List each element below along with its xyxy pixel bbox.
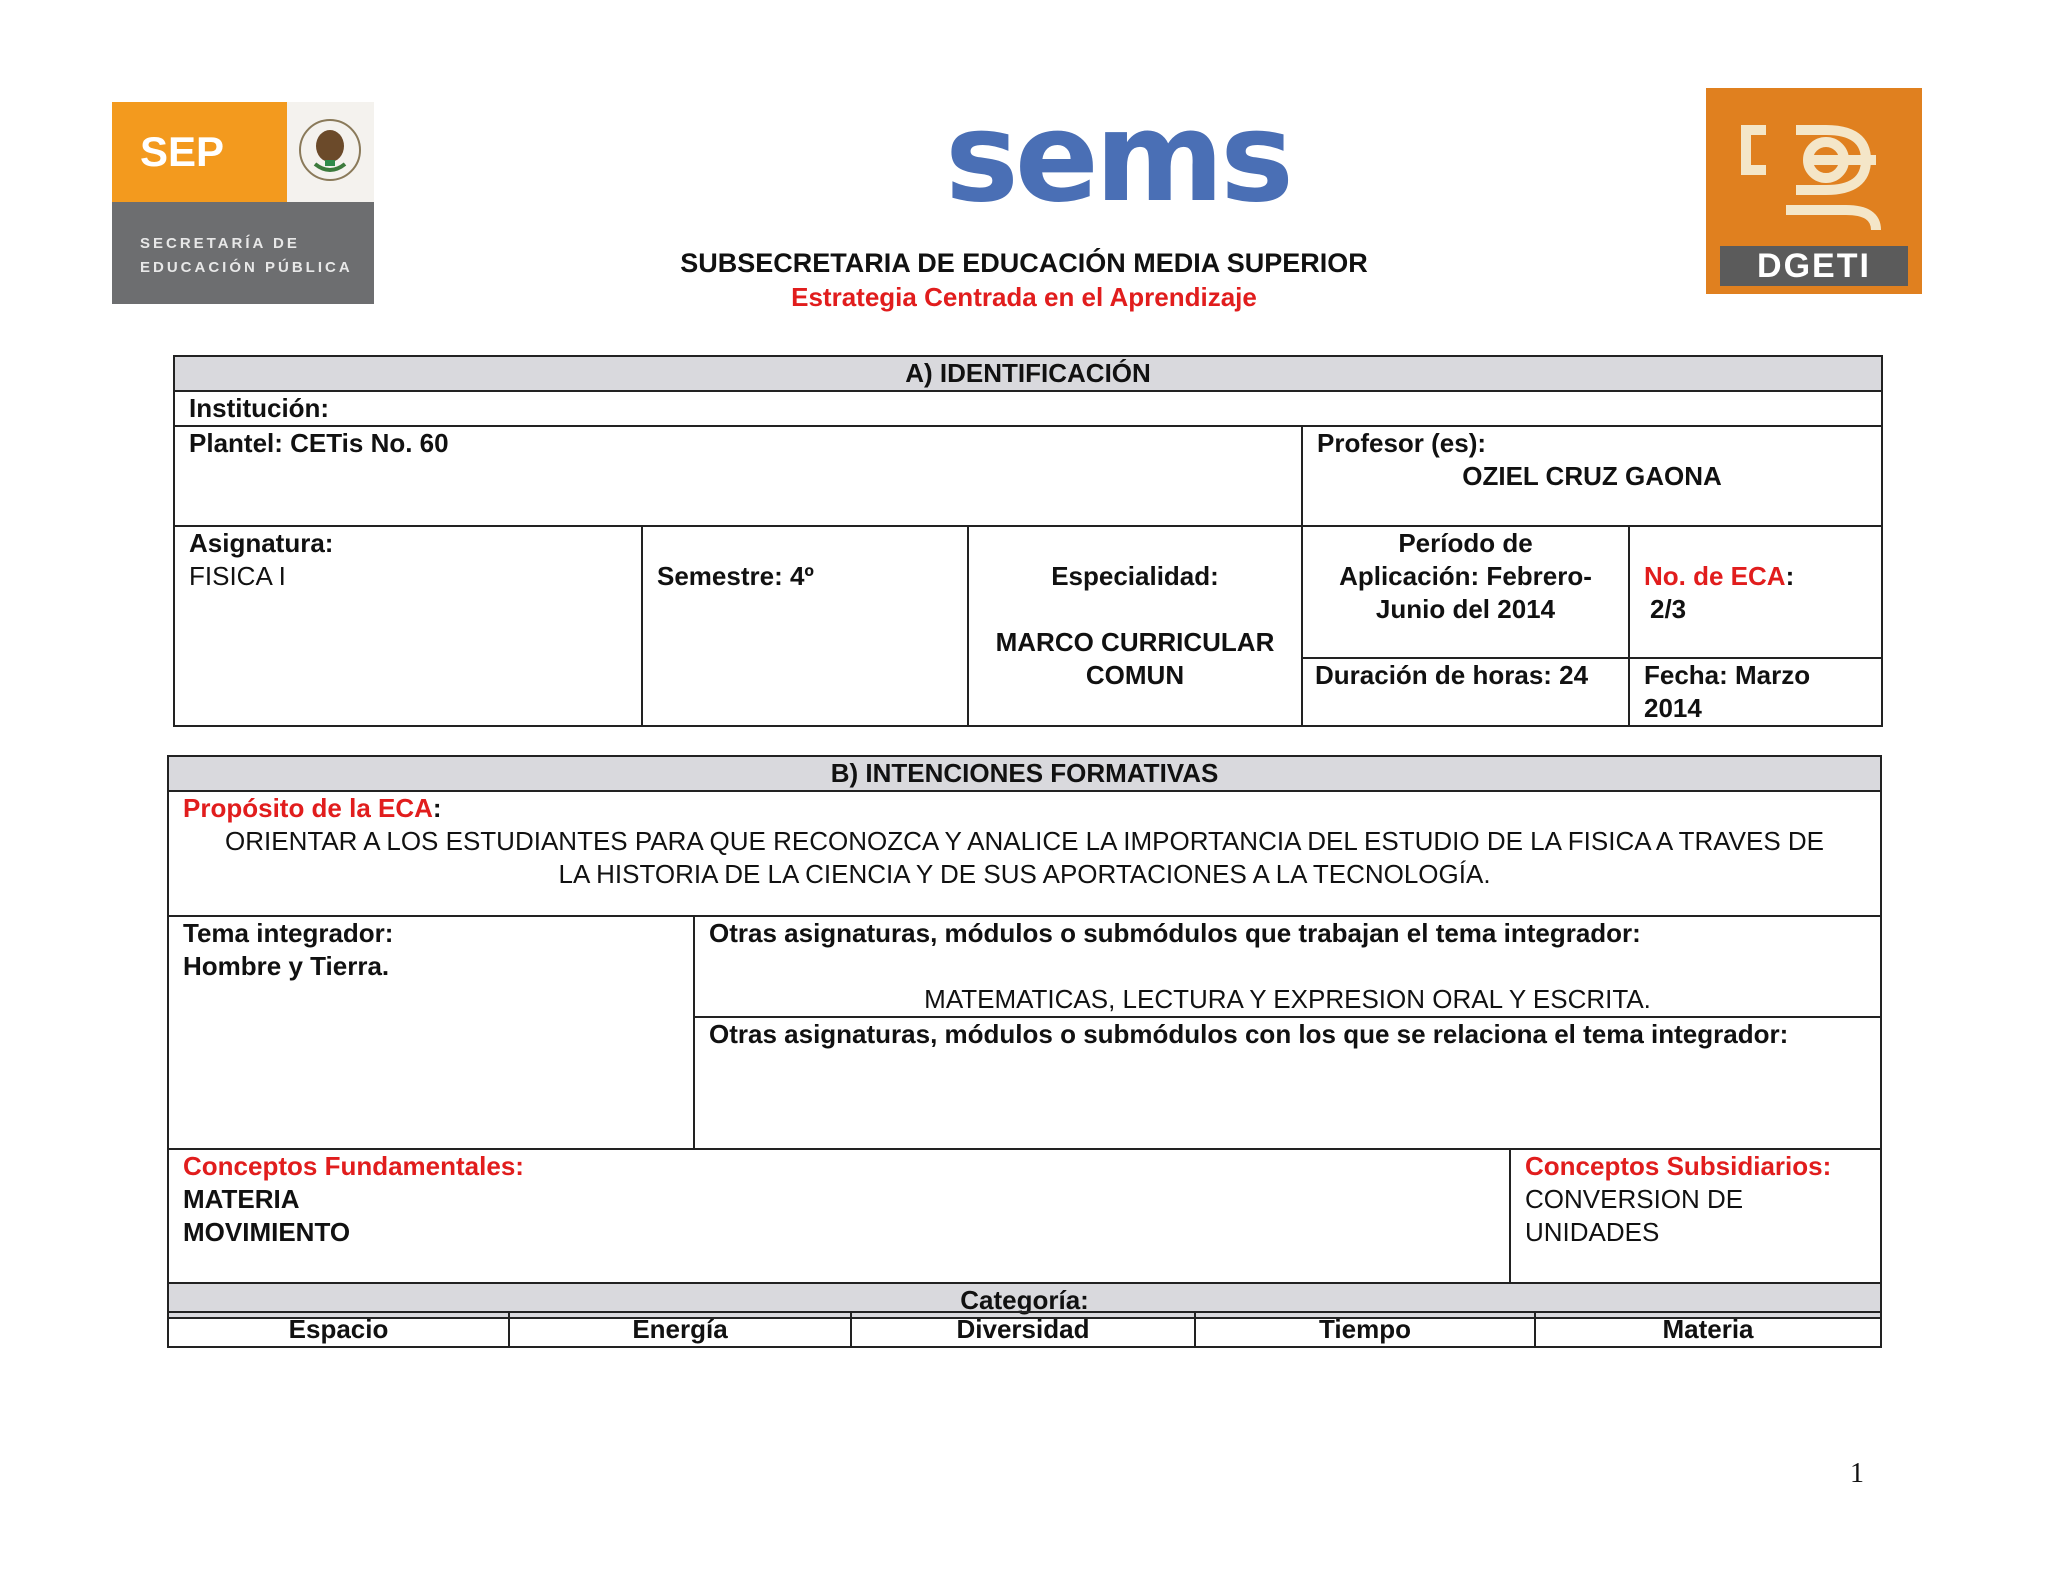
asignatura-label: Asignatura: bbox=[189, 528, 334, 558]
eca-cell bbox=[1629, 526, 1882, 658]
categoria-diversidad: Diversidad bbox=[851, 1312, 1195, 1347]
page-subtitle: Estrategia Centrada en el Aprendizaje bbox=[791, 282, 1257, 312]
categoria-tiempo: Tiempo bbox=[1195, 1312, 1535, 1347]
sep-sub-line2: EDUCACIÓN PÚBLICA bbox=[140, 259, 353, 276]
profesor-cell bbox=[1302, 426, 1882, 526]
tema-integrador-cell bbox=[168, 916, 694, 1149]
proposito-colon: : bbox=[432, 793, 442, 823]
categoria-heading: Categoría: bbox=[168, 1283, 1881, 1318]
proposito-cell bbox=[168, 791, 1881, 916]
especialidad-label: Especialidad: bbox=[1051, 561, 1219, 591]
fecha: Fecha: Marzo 2014 bbox=[1629, 658, 1882, 726]
conceptos-sub-label: Conceptos Subsidiarios: bbox=[1525, 1151, 1832, 1181]
especialidad-value: MARCO CURRICULAR COMUN bbox=[995, 627, 1275, 690]
profesor-value: OZIEL CRUZ GAONA bbox=[1462, 461, 1722, 491]
dgeti-emblem-icon bbox=[1726, 110, 1902, 240]
conceptos-fund-1: MATERIA bbox=[183, 1184, 300, 1214]
conceptos-sub-value: CONVERSION DE UNIDADES bbox=[1525, 1184, 1744, 1247]
periodo-aplicacion: Período de Aplicación: Febrero-Junio del 2014 bbox=[1302, 526, 1629, 658]
identificacion-table bbox=[173, 355, 1883, 727]
conceptos-fundamentales-cell bbox=[168, 1149, 1510, 1283]
otras-relaciona-label: Otras asignaturas, módulos o submódulos con los que se relaciona el tema integrador: bbox=[694, 1017, 1881, 1149]
mexico-seal-icon bbox=[287, 102, 374, 202]
especialidad-cell bbox=[968, 526, 1302, 726]
tema-value: Hombre y Tierra. bbox=[183, 951, 390, 981]
proposito-label: Propósito de la ECA bbox=[183, 793, 433, 823]
identificacion-heading: A) IDENTIFICACIÓN bbox=[174, 356, 1882, 391]
asignatura-cell bbox=[174, 526, 642, 726]
duracion-horas: Duración de horas: 24 bbox=[1302, 658, 1629, 726]
otras-trabajan-label: Otras asignaturas, módulos o submódulos que trabajan el tema integrador: bbox=[709, 918, 1641, 948]
otras-trabajan-value: MATEMATICAS, LECTURA Y EXPRESION ORAL Y ESCRITA. bbox=[924, 984, 1651, 1014]
eca-value: 2/3 bbox=[1650, 594, 1687, 624]
tema-label: Tema integrador: bbox=[183, 918, 394, 948]
profesor-label: Profesor (es): bbox=[1317, 428, 1487, 458]
proposito-value: ORIENTAR A LOS ESTUDIANTES PARA QUE RECONOZCA Y ANALICE LA IMPORTANCIA DEL ESTUDIO DE LA FISICA A TRAVES DE LA HISTORIA DE LA CIENCIA Y DE SUS APORTACIONES A LA TECNOLOGÍA. bbox=[225, 826, 1825, 889]
asignatura-value: FISICA I bbox=[189, 561, 286, 591]
sems-logo: sems bbox=[945, 86, 1290, 230]
intenciones-table bbox=[167, 755, 1882, 1319]
conceptos-fund-2: MOVIMIENTO bbox=[183, 1217, 351, 1247]
semestre: Semestre: 4º bbox=[642, 526, 968, 726]
categorias-table bbox=[167, 1311, 1882, 1348]
sep-logo-text: SEP bbox=[112, 102, 287, 202]
conceptos-subsidiarios-cell bbox=[1510, 1149, 1881, 1283]
conceptos-fund-label: Conceptos Fundamentales: bbox=[183, 1151, 524, 1181]
page-number: 1 bbox=[1850, 1458, 1864, 1489]
dgeti-logo-text: DGETI bbox=[1720, 246, 1908, 286]
intenciones-heading: B) INTENCIONES FORMATIVAS bbox=[168, 756, 1881, 791]
categoria-energia: Energía bbox=[509, 1312, 851, 1347]
institucion-label: Institución: bbox=[174, 391, 1882, 426]
plantel-label: Plantel: CETis No. 60 bbox=[174, 426, 1302, 526]
eca-colon: : bbox=[1785, 561, 1795, 591]
categoria-materia: Materia bbox=[1535, 1312, 1881, 1347]
sep-sub-line1: SECRETARÍA DE bbox=[140, 235, 300, 252]
page-title: SUBSECRETARIA DE EDUCACIÓN MEDIA SUPERIOR bbox=[680, 248, 1368, 278]
otras-trabajan-cell bbox=[694, 916, 1881, 1017]
eca-label: No. de ECA bbox=[1644, 561, 1786, 591]
categoria-espacio: Espacio bbox=[168, 1312, 509, 1347]
